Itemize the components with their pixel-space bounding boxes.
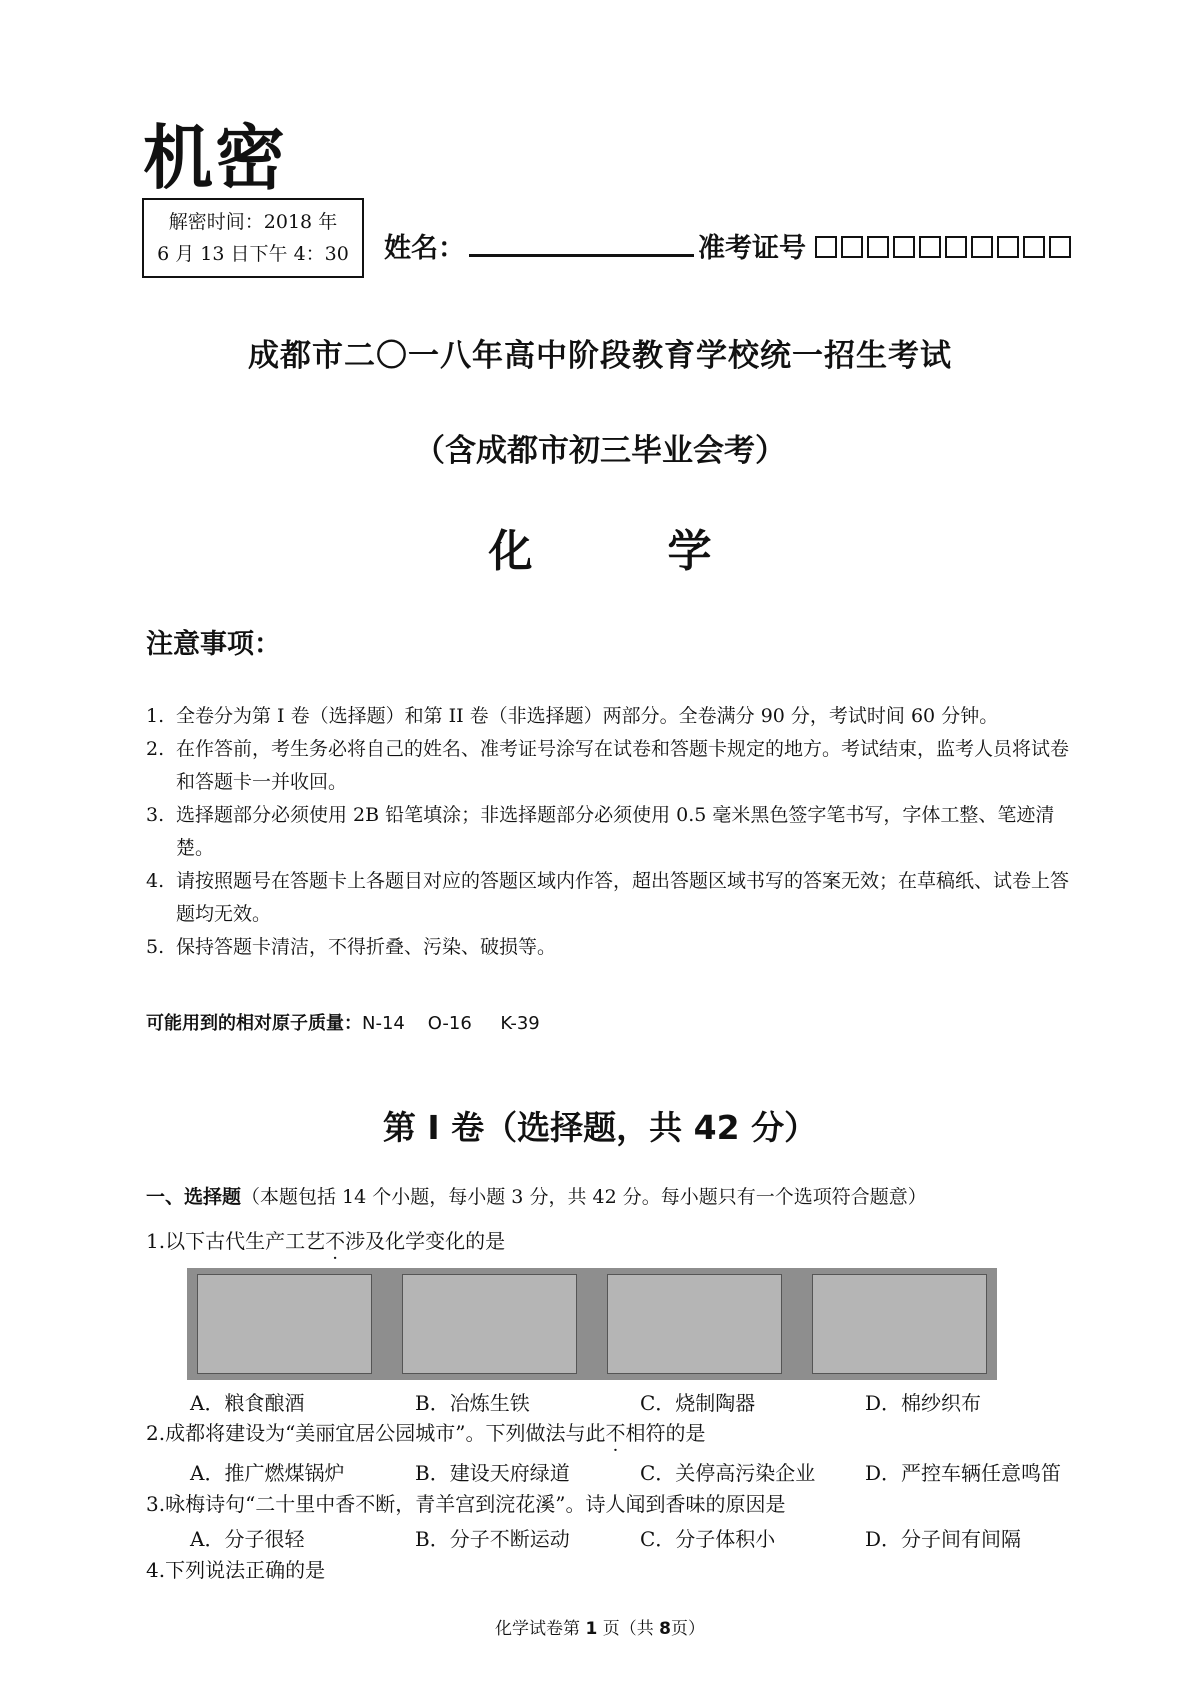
notice-heading: 注意事项：: [146, 629, 281, 660]
atomic-mass-label: 可能用到的相对原子质量：: [146, 1013, 362, 1034]
id-box: [867, 236, 889, 258]
option-c: C．分子体积小: [640, 1527, 776, 1551]
brewing-image: [197, 1274, 372, 1374]
id-label: 准考证号: [698, 233, 806, 264]
notice-item: [146, 865, 1076, 931]
iron-smelting-image: [402, 1274, 577, 1374]
notice-num: 1.: [146, 705, 165, 727]
weaving-image: [812, 1274, 987, 1374]
question-2: [146, 1417, 706, 1446]
id-box: [971, 236, 993, 258]
subject-title: [0, 515, 1200, 579]
option-c: C．关停高污染企业: [640, 1461, 816, 1485]
id-box: [1049, 236, 1071, 258]
option-d: D．分子间有间隔: [865, 1527, 1022, 1551]
notice-num: 3.: [146, 804, 165, 826]
atomic-mass-line: [146, 1009, 540, 1035]
notice-item: [146, 931, 1076, 964]
id-box: [841, 236, 863, 258]
option-a: A．粮食酿酒: [190, 1391, 305, 1415]
secret-stamp: 机密: [143, 117, 287, 199]
section-desc-c: 符合题意）: [831, 1186, 927, 1208]
notice-text: 在作答前，考生务必将自己的姓名、准考证号涂写在试卷和答题卡规定的地方。考试结束，监考人员将试卷和答题卡一并收回。: [176, 738, 1070, 793]
question-3: 3.咏梅诗句“二十里中香不断，青羊宫到浣花溪”。诗人闻到香味的原因是: [146, 1492, 786, 1516]
notice-list: [146, 700, 1076, 964]
name-blank: [469, 232, 694, 257]
exam-title: 成都市二〇一八年高中阶段教育学校统一招生考试: [248, 338, 952, 374]
id-box: [893, 236, 915, 258]
notice-text: 请按照题号在答题卡上各题目对应的答题区域内作答，超出答题区域书写的答案无效；在草稿纸、试卷上答题均无效。: [176, 870, 1070, 925]
question-2-text-c: 相符的是: [625, 1421, 706, 1445]
footer-text-a: 化学试卷第: [495, 1619, 586, 1639]
id-box: [945, 236, 967, 258]
question-1-text-c: 涉及化学变化的是: [345, 1229, 506, 1253]
subject-char-2: 学: [667, 526, 712, 577]
option-b: B．分子不断运动: [415, 1527, 570, 1551]
question-2-text-a: 2.成都将建设为“美丽宜居公园城市”。下列做法与此: [146, 1421, 606, 1445]
notice-item: [146, 700, 1076, 733]
notice-text: 保持答题卡清洁，不得折叠、污染、破损等。: [176, 936, 557, 958]
question-1-options: [190, 1387, 1090, 1416]
section-desc-a: （本题包括 14 个小题，每小题 3 分，共 42 分。每小题: [241, 1186, 718, 1208]
question-1: [146, 1225, 505, 1254]
notice-item: [146, 799, 1076, 865]
notice-text: 选择题部分必须使用 2B 铅笔填涂；非选择题部分必须使用 0.5 毫米黑色签字笔书写，字体工整、笔迹清楚。: [176, 804, 1055, 859]
footer-text-b: 页（共: [597, 1619, 660, 1639]
id-box: [815, 236, 837, 258]
footer-text-c: 页）: [670, 1619, 705, 1639]
question-1-images: [187, 1268, 997, 1380]
option-d: D．棉纱织布: [865, 1391, 982, 1415]
option-b: B．建设天府绿道: [415, 1461, 570, 1485]
declassify-line-2: 6 月 13 日下午 4：30: [157, 243, 349, 265]
question-1-text-a: 1.以下古代生产工艺: [146, 1229, 326, 1253]
section-desc-emphasis: 只有一个选项: [717, 1186, 832, 1208]
page-number: 1: [585, 1619, 598, 1639]
notice-num: 2.: [146, 738, 165, 760]
notice-num: 4.: [146, 870, 165, 892]
section-label: 一、选择题: [146, 1186, 242, 1208]
id-box: [919, 236, 941, 258]
part-one-title: 第 I 卷（选择题，共 42 分）: [382, 1108, 818, 1147]
option-a: A．分子很轻: [190, 1527, 305, 1551]
atomic-mass-values: N-14 O-16 K-39: [362, 1013, 540, 1034]
notice-text: 全卷分为第 I 卷（选择题）和第 II 卷（非选择题）两部分。全卷满分 90 分，考试时间 60 分钟。: [176, 705, 999, 727]
question-2-emphasis: 不: [605, 1421, 626, 1445]
exam-subtitle: （含成都市初三毕业会考）: [414, 433, 786, 469]
id-number-boxes: [815, 233, 1075, 264]
name-label: 姓名：: [384, 233, 465, 264]
pottery-image: [607, 1274, 782, 1374]
subject-char-1: 化: [488, 526, 533, 577]
section-heading: [146, 1182, 927, 1209]
page-total: 8: [659, 1619, 671, 1639]
question-4: 4.下列说法正确的是: [146, 1558, 326, 1582]
option-c: C．烧制陶器: [640, 1391, 756, 1415]
notice-num: 5.: [146, 936, 165, 958]
question-3-options: [190, 1523, 1090, 1552]
declassify-box: [142, 198, 364, 278]
option-a: A．推广燃煤锅炉: [190, 1461, 345, 1485]
notice-item: [146, 733, 1076, 799]
option-d: D．严控车辆任意鸣笛: [865, 1461, 1062, 1485]
option-b: B．冶炼生铁: [415, 1391, 530, 1415]
id-box: [997, 236, 1019, 258]
question-1-emphasis: 不: [325, 1229, 346, 1253]
declassify-line-1: 解密时间：2018 年: [168, 211, 338, 233]
candidate-info-row: [384, 226, 1075, 265]
question-2-options: [190, 1457, 1090, 1486]
page-footer: [0, 1614, 1200, 1639]
id-box: [1023, 236, 1045, 258]
